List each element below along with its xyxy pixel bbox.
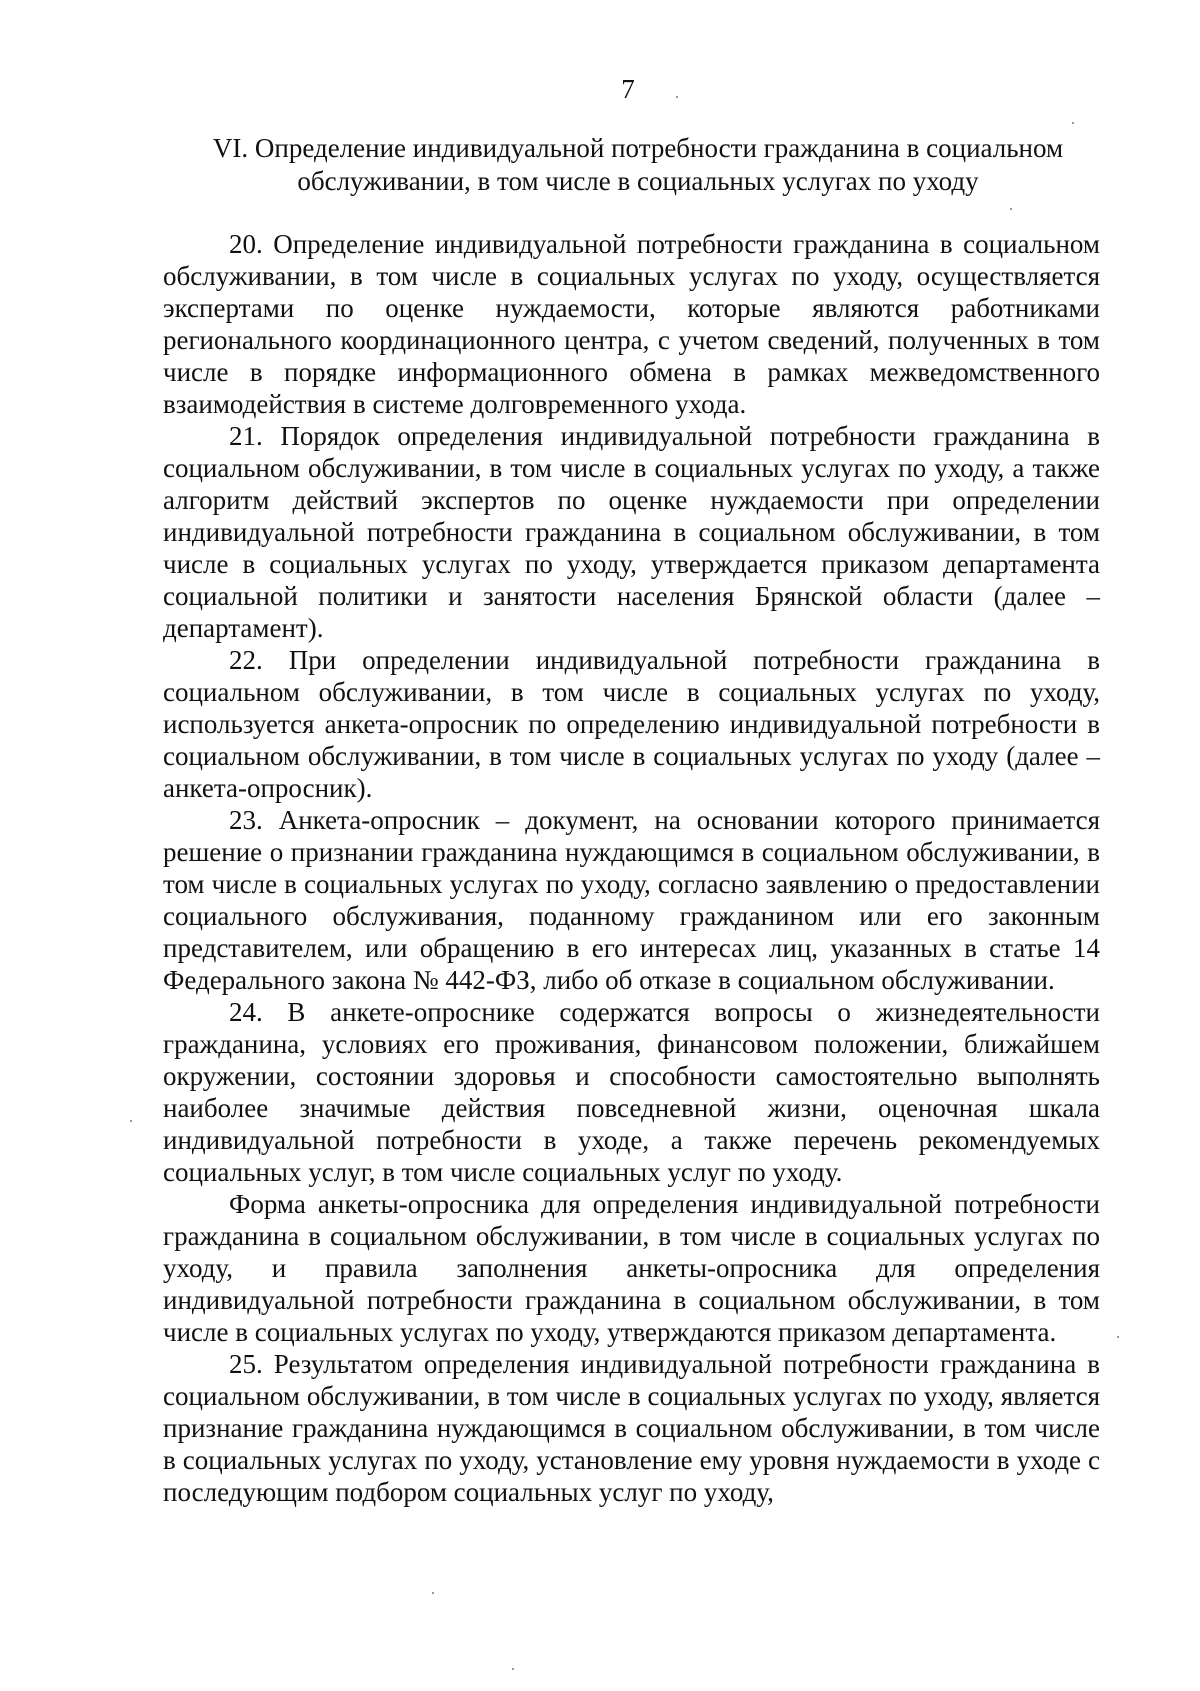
section-title-line-2: обслуживании, в том числе в социальных услугах по уходу bbox=[297, 166, 979, 196]
paragraph-23: 23. Анкета-опросник – документ, на основании которого принимается решение о признании гражданина нуждающимся в социальном обслуживании, в том числе в социальных услугах по уходу, согласно заявлению о предоставлении социального обслуживания, поданному гражданином или его законным представителем, или обращению в его интересах лиц, указанных в статье 14 Федерального закона № 442-ФЗ, либо об отказе в социальном обслуживании. bbox=[163, 805, 1100, 995]
scan-speck bbox=[512, 1668, 514, 1670]
paragraph-21: 21. Порядок определения индивидуальной потребности гражданина в социальном обслуживании, в том числе в социальных услугах по уходу, а также алгоритм действий экспертов по оценке нуждаемости при определении индивидуальной потребности гражданина в социальном обслуживании, в том числе в социальных услугах по уходу, утверждается приказом департамента социальной политики и занятости населения Брянской области (далее – департамент). bbox=[163, 421, 1100, 643]
scan-speck bbox=[1010, 208, 1012, 210]
scan-speck bbox=[130, 1120, 132, 1122]
scan-speck bbox=[1117, 1336, 1119, 1338]
section-title bbox=[160, 132, 1116, 198]
paragraph-24: 24. В анкете-опроснике содержатся вопросы о жизнедеятельности гражданина, условиях его проживания, финансовом положении, ближайшем окружении, состоянии здоровья и способности самостоятельно выполнять наиболее значимые действия повседневной жизни, оценочная шкала индивидуальной потребности в уходе, а также перечень рекомендуемых социальных услуг, в том числе социальных услуг по уходу. bbox=[163, 997, 1100, 1187]
section-title-line-1: VI. Определение индивидуальной потребности гражданина в социальном bbox=[212, 133, 1064, 163]
paragraph-20: 20. Определение индивидуальной потребности гражданина в социальном обслуживании, в том числе в социальных услугах по уходу, осуществляется экспертами по оценке нуждаемости, которые являются работниками регионального координационного центра, с учетом сведений, полученных в том числе в порядке информационного обмена в рамках межведомственного взаимодействия в системе долговременного ухода. bbox=[163, 229, 1100, 419]
scan-speck bbox=[676, 96, 678, 98]
paragraph-22: 22. При определении индивидуальной потребности гражданина в социальном обслуживании, в том числе в социальных услугах по уходу, используется анкета-опросник по определению индивидуальной потребности в социальном обслуживании, в том числе в социальных услугах по уходу (далее – анкета-опросник). bbox=[163, 645, 1100, 803]
scan-speck bbox=[1072, 122, 1074, 124]
paragraph-25: 25. Результатом определения индивидуальной потребности гражданина в социальном обслуживании, в том числе в социальных услугах по уходу, является признание гражданина нуждающимся в социальном обслуживании, в том числе в социальных услугах по уходу, установление ему уровня нуждаемости в уходе с последующим подбором социальных услуг по уходу, bbox=[163, 1349, 1100, 1507]
paragraph-form: Форма анкеты-опросника для определения индивидуальной потребности гражданина в социальном обслуживании, в том числе в социальных услугах по уходу, и правила заполнения анкеты-опросника для определения индивидуальной потребности гражданина в социальном обслуживании, в том числе в социальных услугах по уходу, утверждаются приказом департамента. bbox=[163, 1189, 1100, 1347]
scan-speck bbox=[432, 1592, 434, 1594]
page-number: 7 bbox=[621, 74, 635, 104]
document-body bbox=[163, 228, 1100, 1508]
